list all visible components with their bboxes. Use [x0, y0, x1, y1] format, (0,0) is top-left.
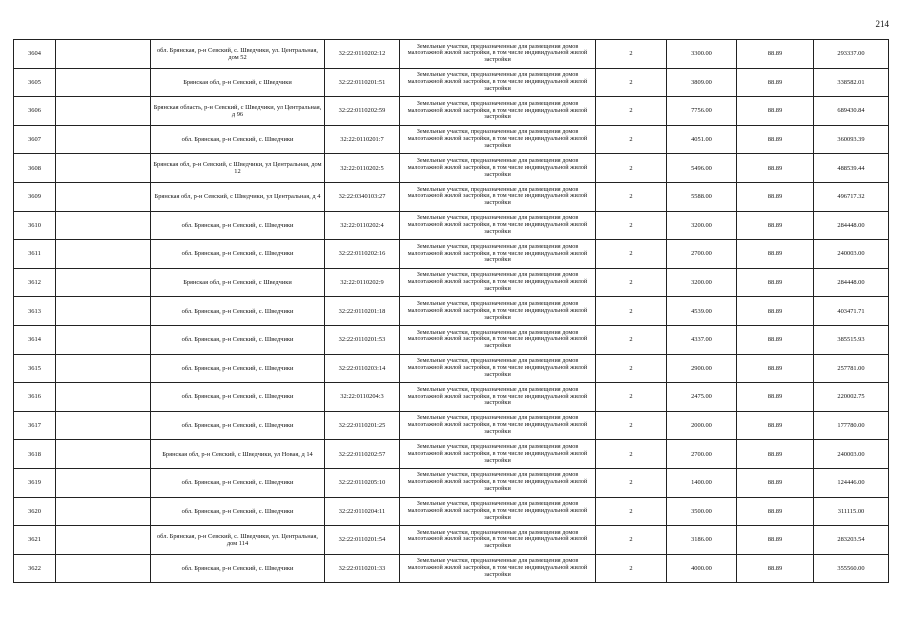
cell-cadastral-number: 32:22:0110201:7	[325, 125, 400, 154]
cell-cadastral-number: 32:22:0340103:27	[325, 182, 400, 211]
cell-spacer	[56, 468, 151, 497]
cell-spacer	[56, 68, 151, 97]
cell-group: 2	[596, 297, 667, 326]
cell-group: 2	[596, 526, 667, 555]
cell-land-use-category: Земельные участки, предназначенные для размещения домов малоэтажной жилой застройки, в том числе индивидуальной жилой застройки	[400, 383, 596, 412]
cell-cadastral-value: 284448.00	[814, 268, 889, 297]
table-row	[14, 154, 889, 183]
cell-land-use-category: Земельные участки, предназначенные для размещения домов малоэтажной жилой застройки, в том числе индивидуальной жилой застройки	[400, 440, 596, 469]
cell-area: 2700.00	[667, 240, 737, 269]
cell-record-number: 3609	[14, 182, 56, 211]
cell-group: 2	[596, 154, 667, 183]
cell-area: 5496.00	[667, 154, 737, 183]
cell-spacer	[56, 297, 151, 326]
cell-cadastral-value: 496717.32	[814, 182, 889, 211]
cell-group: 2	[596, 383, 667, 412]
cell-cadastral-number: 32:22:0110201:51	[325, 68, 400, 97]
cell-area: 2900.00	[667, 354, 737, 383]
cell-rate: 88.89	[737, 154, 814, 183]
cell-area: 2700.00	[667, 440, 737, 469]
cell-area: 4051.00	[667, 125, 737, 154]
cell-cadastral-number: 32:22:0110202:59	[325, 97, 400, 126]
cell-area: 3300.00	[667, 40, 737, 69]
cell-cadastral-number: 32:22:0110201:18	[325, 297, 400, 326]
cell-area: 4000.00	[667, 554, 737, 583]
cell-spacer	[56, 125, 151, 154]
cell-record-number: 3608	[14, 154, 56, 183]
cell-cadastral-value: 220002.75	[814, 383, 889, 412]
cell-spacer	[56, 325, 151, 354]
cell-area: 3200.00	[667, 268, 737, 297]
cell-rate: 88.89	[737, 68, 814, 97]
cell-rate: 88.89	[737, 440, 814, 469]
cell-cadastral-value: 240003.00	[814, 440, 889, 469]
cell-rate: 88.89	[737, 240, 814, 269]
cell-address: Брянская обл, р-н Севский, с Шведчики	[151, 268, 325, 297]
cell-area: 3809.00	[667, 68, 737, 97]
cell-area: 1400.00	[667, 468, 737, 497]
table-row	[14, 40, 889, 69]
cell-cadastral-number: 32:22:0110205:10	[325, 468, 400, 497]
page-number: 214	[875, 19, 889, 29]
cell-address: обл. Брянская, р-н Севский, с. Шведчики	[151, 240, 325, 269]
cell-address: обл. Брянская, р-н Севский, с. Шведчики, ул. Центральная, дом 52	[151, 40, 325, 69]
cell-record-number: 3619	[14, 468, 56, 497]
cell-spacer	[56, 268, 151, 297]
table-row	[14, 268, 889, 297]
cell-rate: 88.89	[737, 383, 814, 412]
cell-cadastral-value: 257781.00	[814, 354, 889, 383]
table-row	[14, 68, 889, 97]
cell-group: 2	[596, 68, 667, 97]
cell-record-number: 3622	[14, 554, 56, 583]
cell-spacer	[56, 97, 151, 126]
table-row	[14, 526, 889, 555]
cell-record-number: 3613	[14, 297, 56, 326]
cell-group: 2	[596, 554, 667, 583]
table-row	[14, 297, 889, 326]
cell-rate: 88.89	[737, 325, 814, 354]
cell-group: 2	[596, 497, 667, 526]
cell-land-use-category: Земельные участки, предназначенные для размещения домов малоэтажной жилой застройки, в том числе индивидуальной жилой застройки	[400, 268, 596, 297]
cell-record-number: 3606	[14, 97, 56, 126]
cell-rate: 88.89	[737, 497, 814, 526]
cell-record-number: 3604	[14, 40, 56, 69]
table-row	[14, 497, 889, 526]
cell-land-use-category: Земельные участки, предназначенные для размещения домов малоэтажной жилой застройки, в том числе индивидуальной жилой застройки	[400, 497, 596, 526]
cell-rate: 88.89	[737, 40, 814, 69]
cell-spacer	[56, 440, 151, 469]
table-row	[14, 182, 889, 211]
cell-land-use-category: Земельные участки, предназначенные для размещения домов малоэтажной жилой застройки, в том числе индивидуальной жилой застройки	[400, 97, 596, 126]
table-row	[14, 468, 889, 497]
cell-spacer	[56, 154, 151, 183]
cell-record-number: 3614	[14, 325, 56, 354]
cell-cadastral-number: 32:22:0110202:4	[325, 211, 400, 240]
cell-land-use-category: Земельные участки, предназначенные для размещения домов малоэтажной жилой застройки, в том числе индивидуальной жилой застройки	[400, 68, 596, 97]
cell-land-use-category: Земельные участки, предназначенные для размещения домов малоэтажной жилой застройки, в том числе индивидуальной жилой застройки	[400, 211, 596, 240]
cell-cadastral-value: 488539.44	[814, 154, 889, 183]
cell-address: обл. Брянская, р-н Севский, с. Шведчики	[151, 297, 325, 326]
cell-record-number: 3610	[14, 211, 56, 240]
cell-cadastral-value: 385515.93	[814, 325, 889, 354]
cell-cadastral-value: 689430.84	[814, 97, 889, 126]
cell-land-use-category: Земельные участки, предназначенные для размещения домов малоэтажной жилой застройки, в том числе индивидуальной жилой застройки	[400, 468, 596, 497]
table-row	[14, 383, 889, 412]
cell-rate: 88.89	[737, 411, 814, 440]
cell-area: 3200.00	[667, 211, 737, 240]
cell-cadastral-number: 32:22:0110202:5	[325, 154, 400, 183]
cell-spacer	[56, 240, 151, 269]
cell-rate: 88.89	[737, 125, 814, 154]
cell-spacer	[56, 383, 151, 412]
cell-cadastral-number: 32:22:0110202:16	[325, 240, 400, 269]
table-row	[14, 240, 889, 269]
cell-spacer	[56, 40, 151, 69]
cell-cadastral-value: 283203.54	[814, 526, 889, 555]
cell-group: 2	[596, 182, 667, 211]
cell-address: обл. Брянская, р-н Севский, с. Шведчики	[151, 411, 325, 440]
cell-record-number: 3605	[14, 68, 56, 97]
cell-cadastral-number: 32:22:0110204:11	[325, 497, 400, 526]
cell-land-use-category: Земельные участки, предназначенные для размещения домов малоэтажной жилой застройки, в том числе индивидуальной жилой застройки	[400, 325, 596, 354]
cell-group: 2	[596, 240, 667, 269]
cell-spacer	[56, 411, 151, 440]
cell-address: обл. Брянская, р-н Севский, с. Шведчики, ул. Центральная, дом 114	[151, 526, 325, 555]
cell-land-use-category: Земельные участки, предназначенные для размещения домов малоэтажной жилой застройки, в том числе индивидуальной жилой застройки	[400, 554, 596, 583]
cell-address: обл. Брянская, р-н Севский, с. Шведчики	[151, 325, 325, 354]
cell-address: Брянская обл, р-н Севский, с Шведчики	[151, 68, 325, 97]
cell-land-use-category: Земельные участки, предназначенные для размещения домов малоэтажной жилой застройки, в том числе индивидуальной жилой застройки	[400, 125, 596, 154]
cell-cadastral-number: 32:22:0110201:53	[325, 325, 400, 354]
cell-cadastral-value: 403471.71	[814, 297, 889, 326]
cell-area: 5588.00	[667, 182, 737, 211]
table-row	[14, 554, 889, 583]
cell-cadastral-value: 284448.00	[814, 211, 889, 240]
cell-group: 2	[596, 354, 667, 383]
cell-group: 2	[596, 40, 667, 69]
table-row	[14, 125, 889, 154]
cell-cadastral-number: 32:22:0110201:33	[325, 554, 400, 583]
cell-cadastral-value: 177780.00	[814, 411, 889, 440]
cell-land-use-category: Земельные участки, предназначенные для размещения домов малоэтажной жилой застройки, в том числе индивидуальной жилой застройки	[400, 182, 596, 211]
cell-group: 2	[596, 468, 667, 497]
cell-spacer	[56, 554, 151, 583]
cell-area: 4539.00	[667, 297, 737, 326]
cell-record-number: 3611	[14, 240, 56, 269]
cell-land-use-category: Земельные участки, предназначенные для размещения домов малоэтажной жилой застройки, в том числе индивидуальной жилой застройки	[400, 154, 596, 183]
cell-cadastral-number: 32:22:0110202:12	[325, 40, 400, 69]
table-row	[14, 211, 889, 240]
cell-record-number: 3621	[14, 526, 56, 555]
cell-address: обл. Брянская, р-н Севский, с. Шведчики	[151, 468, 325, 497]
cell-cadastral-number: 32:22:0110201:54	[325, 526, 400, 555]
cell-cadastral-number: 32:22:0110201:25	[325, 411, 400, 440]
cell-cadastral-value: 240003.00	[814, 240, 889, 269]
cell-area: 2000.00	[667, 411, 737, 440]
cell-land-use-category: Земельные участки, предназначенные для размещения домов малоэтажной жилой застройки, в том числе индивидуальной жилой застройки	[400, 240, 596, 269]
cell-cadastral-value: 311115.00	[814, 497, 889, 526]
cell-rate: 88.89	[737, 354, 814, 383]
cell-cadastral-number: 32:22:0110204:3	[325, 383, 400, 412]
cell-address: обл. Брянская, р-н Севский, с. Шведчики	[151, 354, 325, 383]
cell-spacer	[56, 354, 151, 383]
cell-group: 2	[596, 268, 667, 297]
table-row	[14, 97, 889, 126]
cell-cadastral-value: 293337.00	[814, 40, 889, 69]
cell-area: 3500.00	[667, 497, 737, 526]
cell-cadastral-number: 32:22:0110203:14	[325, 354, 400, 383]
cell-cadastral-value: 355560.00	[814, 554, 889, 583]
cell-land-use-category: Земельные участки, предназначенные для размещения домов малоэтажной жилой застройки, в том числе индивидуальной жилой застройки	[400, 526, 596, 555]
cell-address: обл. Брянская, р-н Севский, с. Шведчики	[151, 125, 325, 154]
cell-address: Брянская обл, р-н Севский, с Шведчики, ул Центральная, д 4	[151, 182, 325, 211]
cell-group: 2	[596, 440, 667, 469]
table-row	[14, 325, 889, 354]
cell-rate: 88.89	[737, 554, 814, 583]
cell-area: 4337.00	[667, 325, 737, 354]
cell-rate: 88.89	[737, 97, 814, 126]
cell-address: обл. Брянская, р-н Севский, с. Шведчики	[151, 497, 325, 526]
cell-spacer	[56, 497, 151, 526]
cell-land-use-category: Земельные участки, предназначенные для размещения домов малоэтажной жилой застройки, в том числе индивидуальной жилой застройки	[400, 40, 596, 69]
cell-group: 2	[596, 325, 667, 354]
cell-cadastral-value: 124446.00	[814, 468, 889, 497]
table-row	[14, 440, 889, 469]
cell-land-use-category: Земельные участки, предназначенные для размещения домов малоэтажной жилой застройки, в том числе индивидуальной жилой застройки	[400, 411, 596, 440]
cell-rate: 88.89	[737, 211, 814, 240]
cell-area: 2475.00	[667, 383, 737, 412]
cell-record-number: 3617	[14, 411, 56, 440]
cell-area: 7756.00	[667, 97, 737, 126]
cell-record-number: 3607	[14, 125, 56, 154]
cell-address: Брянская область, р-н Севский, с Шведчики, ул Центральная, д 96	[151, 97, 325, 126]
cell-record-number: 3618	[14, 440, 56, 469]
cell-group: 2	[596, 97, 667, 126]
cell-land-use-category: Земельные участки, предназначенные для размещения домов малоэтажной жилой застройки, в том числе индивидуальной жилой застройки	[400, 297, 596, 326]
cell-spacer	[56, 182, 151, 211]
cell-group: 2	[596, 211, 667, 240]
cell-cadastral-number: 32:22:0110202:57	[325, 440, 400, 469]
cell-record-number: 3615	[14, 354, 56, 383]
cell-address: Брянская обл, р-н Севский, с Шведчики, ул Центральная, дом 12	[151, 154, 325, 183]
cell-cadastral-number: 32:22:0110202:9	[325, 268, 400, 297]
cell-cadastral-value: 338582.01	[814, 68, 889, 97]
table-row	[14, 411, 889, 440]
cell-address: обл. Брянская, р-н Севский, с. Шведчики	[151, 211, 325, 240]
cell-address: Брянская обл, р-н Севский, с Шведчики, ул Новая, д 14	[151, 440, 325, 469]
cell-land-use-category: Земельные участки, предназначенные для размещения домов малоэтажной жилой застройки, в том числе индивидуальной жилой застройки	[400, 354, 596, 383]
cell-group: 2	[596, 411, 667, 440]
cell-rate: 88.89	[737, 297, 814, 326]
land-registry-table	[13, 39, 889, 583]
cell-spacer	[56, 211, 151, 240]
cell-area: 3186.00	[667, 526, 737, 555]
cell-address: обл. Брянская, р-н Севский, с. Шведчики	[151, 554, 325, 583]
cell-rate: 88.89	[737, 182, 814, 211]
cell-record-number: 3620	[14, 497, 56, 526]
cell-record-number: 3612	[14, 268, 56, 297]
cell-rate: 88.89	[737, 526, 814, 555]
cell-spacer	[56, 526, 151, 555]
cell-group: 2	[596, 125, 667, 154]
cell-rate: 88.89	[737, 268, 814, 297]
cell-rate: 88.89	[737, 468, 814, 497]
cell-record-number: 3616	[14, 383, 56, 412]
table-row	[14, 354, 889, 383]
cell-cadastral-value: 360093.39	[814, 125, 889, 154]
cell-address: обл. Брянская, р-н Севский, с. Шведчики	[151, 383, 325, 412]
